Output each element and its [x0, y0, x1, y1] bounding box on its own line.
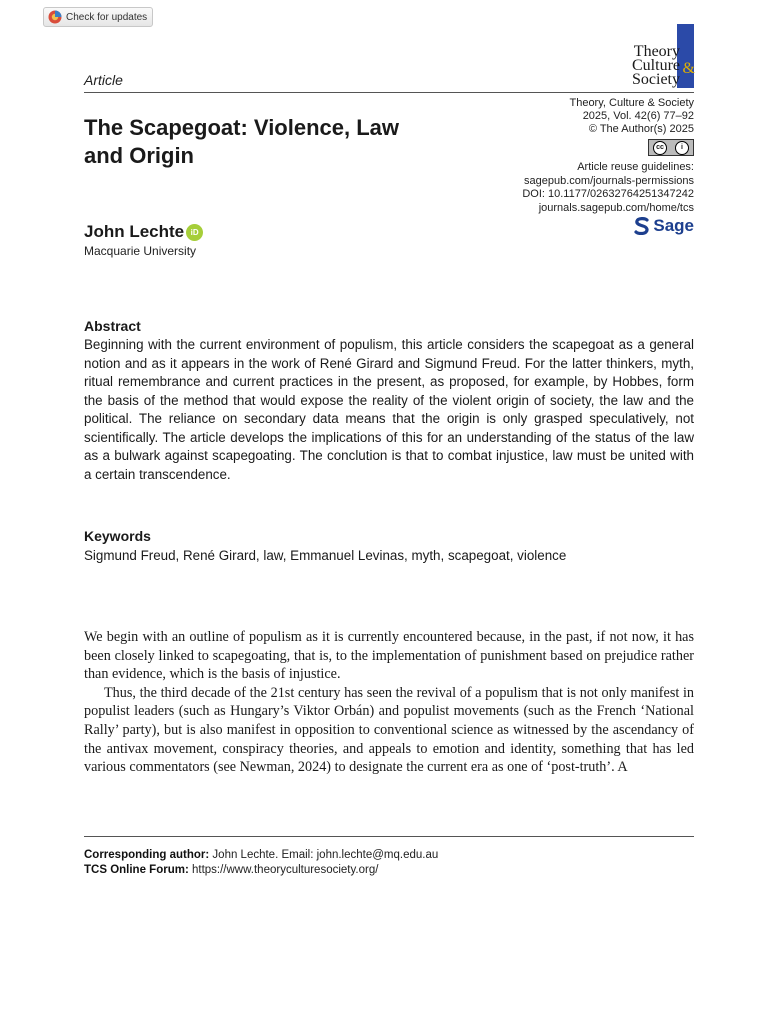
article-type-label: Article — [84, 72, 123, 88]
copyright-text: © The Author(s) 2025 — [588, 123, 694, 135]
logo-line-society: Society — [632, 71, 680, 88]
body-text — [84, 628, 694, 777]
reuse-label: Article reuse guidelines: — [577, 161, 694, 173]
sage-label: Sage — [653, 216, 694, 235]
author-name[interactable]: John Lechte — [84, 222, 185, 241]
doi-text[interactable]: DOI: 10.1177/02632764251347242 — [522, 188, 694, 200]
journal-meta — [569, 97, 694, 136]
forum-link[interactable]: https://www.theoryculturesociety.org/ — [191, 864, 379, 876]
logo-ampersand: & — [682, 60, 695, 77]
journal-url-link[interactable]: journals.sagepub.com/home/tcs — [538, 201, 694, 214]
article-title: The Scapegoat: Violence, Law and Origin — [84, 115, 400, 168]
check-for-updates-button[interactable] — [43, 7, 153, 27]
corresponding-author-text[interactable]: John Lechte. Email: john.lechte@mq.edu.au — [212, 849, 439, 861]
journal-name: Theory, Culture & Society — [569, 97, 694, 109]
check-for-updates-label: Check for updates — [66, 11, 148, 23]
footnote-divider — [84, 836, 694, 837]
cc-icon: cc — [653, 141, 667, 155]
forum-line — [84, 863, 438, 878]
author-affiliation: Macquarie University — [84, 244, 197, 258]
author-line — [84, 222, 203, 242]
corresponding-author-label: Corresponding author: — [84, 849, 210, 861]
abstract-text: Beginning with the current environment of populism, this article considers the scapegoat as a general notion and as it appears in the work of René Girard and Sigmund Freud. For the latter thinkers, myth, ritual remembrance and current practices in the present, as proposed, for example, by Hobbes, form the basis of the method that would expose the reality of the violent origin of society, the law and the political. The reliance on secondary data means that the origin is only grasped speculatively, not scientifically. The article develops the implications of this for an understanding of the status of the law as a bulwark against scapegoating. The conclution is that to combat injustice, law must be united with a certain transcendence. — [84, 337, 694, 482]
corresponding-author-line — [84, 848, 438, 863]
abstract-heading: Abstract — [84, 318, 141, 334]
journal-logo — [604, 22, 694, 90]
reuse-info — [522, 161, 694, 215]
keywords-heading: Keywords — [84, 528, 151, 544]
logo-line-culture: Culture — [632, 57, 680, 74]
forum-label: TCS Online Forum: — [84, 864, 189, 876]
body-paragraph-2: Thus, the third decade of the 21st century has seen the revival of a populism that is not only manifest in populist leaders (such as Hungary’s Viktor Orbán) and populist movements (such as the French ‘National Rally’ party), but is also manifest in opposition to conventional science as witnessed by the ascendancy of the antivax movement, conspiracy theories, and appeals to emotion and identity, something that has led various commentators (see Newman, 2024) to designate the current era as one of ‘post-truth’. A — [84, 684, 694, 776]
reuse-link[interactable]: sagepub.com/journals-permissions — [524, 174, 694, 187]
orcid-icon[interactable]: iD — [186, 224, 203, 241]
cc-by-icon[interactable] — [648, 139, 694, 156]
sage-s-icon — [634, 217, 650, 235]
keywords-text: Sigmund Freud, René Girard, law, Emmanuel Levinas, myth, scapegoat, violence — [84, 548, 567, 563]
footnote — [84, 848, 438, 878]
sage-logo — [634, 216, 694, 236]
by-icon: i — [675, 141, 689, 155]
logo-line-theory: Theory — [633, 43, 680, 60]
journal-volume: 2025, Vol. 42(6) 77–92 — [582, 110, 694, 122]
crossmark-icon — [48, 10, 62, 24]
header-divider — [84, 92, 694, 93]
body-paragraph-1: We begin with an outline of populism as it is currently encountered because, in the past, if not now, it has been closely linked to scapegoating, that is, to the implementation of punishment based on prejudice rather than evidence, which is the basis of injustice. — [84, 629, 694, 683]
